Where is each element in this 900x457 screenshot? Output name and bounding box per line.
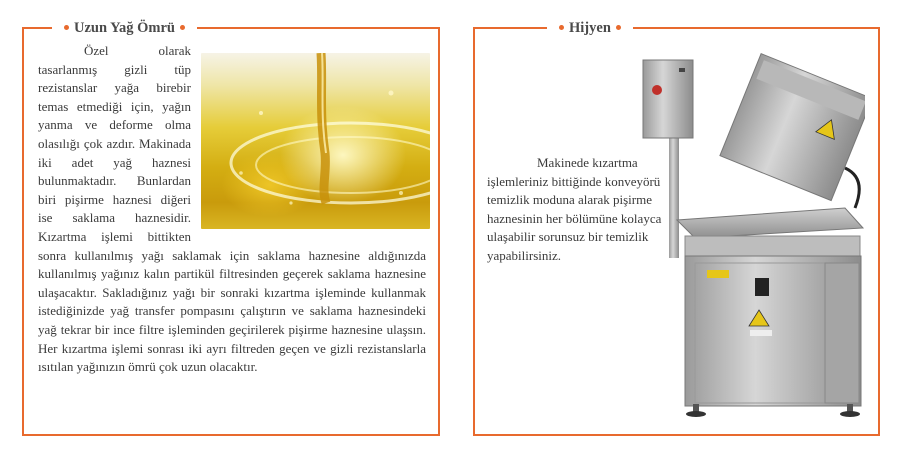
fryer-machine-image [635,48,865,418]
oil-life-title-wrap [52,18,197,38]
hygiene-text: Makinede kızartma işlemleriniz bittiğinde konveyörü temizlik moduna alarak pişirme haznesinin her bölümüne kolayca ulaşabilir sorunsuz bir temizlik yapabilirsiniz. [487,155,662,263]
hygiene-title-wrap [547,18,633,38]
bullet-icon [180,25,185,30]
bullet-icon [64,25,69,30]
hygiene-title: Hijyen [569,20,611,36]
bullet-icon [616,25,621,30]
bullet-icon [559,25,564,30]
oil-life-text: Özel olarak tasarlanmış gizli tüp rezistanslar yağa birebir temas etmediği için, yağın yanma ve deforme olma olasılığı çok azdır. Makinada iki adet yağ haznesi bulunmaktadır. Bunlardan biri pişirme haznesi diğeri ise saklama haznesidir. Kızartma işlemi bittikten sonra kullanılmış yağı saklamak için saklama haznesine aldığınızda kullanılmış yağınız kalın partikül filtresinden geçerek saklama haznesine ulaşacaktır. Sakladığınız yağı bir sonraki kızartma işleminde kullanmak istediğinizde yağ transfer pompasını çalıştırın ve saklama haznesindeki yağ tekrar bir ince filtre işleminden geçirilerek pişirme haznesine ulaşsın. Her kızartma işlemi sonrası iki ayrı filtreden geçen ve gizli rezistanslarla ısıtılan yağınızın ömrü çok uzun olacaktır. [38,43,426,375]
oil-life-paragraph [38,42,426,377]
oil-life-title: Uzun Yağ Ömrü [74,20,175,36]
hygiene-panel [473,20,880,436]
oil-pour-image [201,53,430,229]
oil-life-panel [22,20,440,436]
